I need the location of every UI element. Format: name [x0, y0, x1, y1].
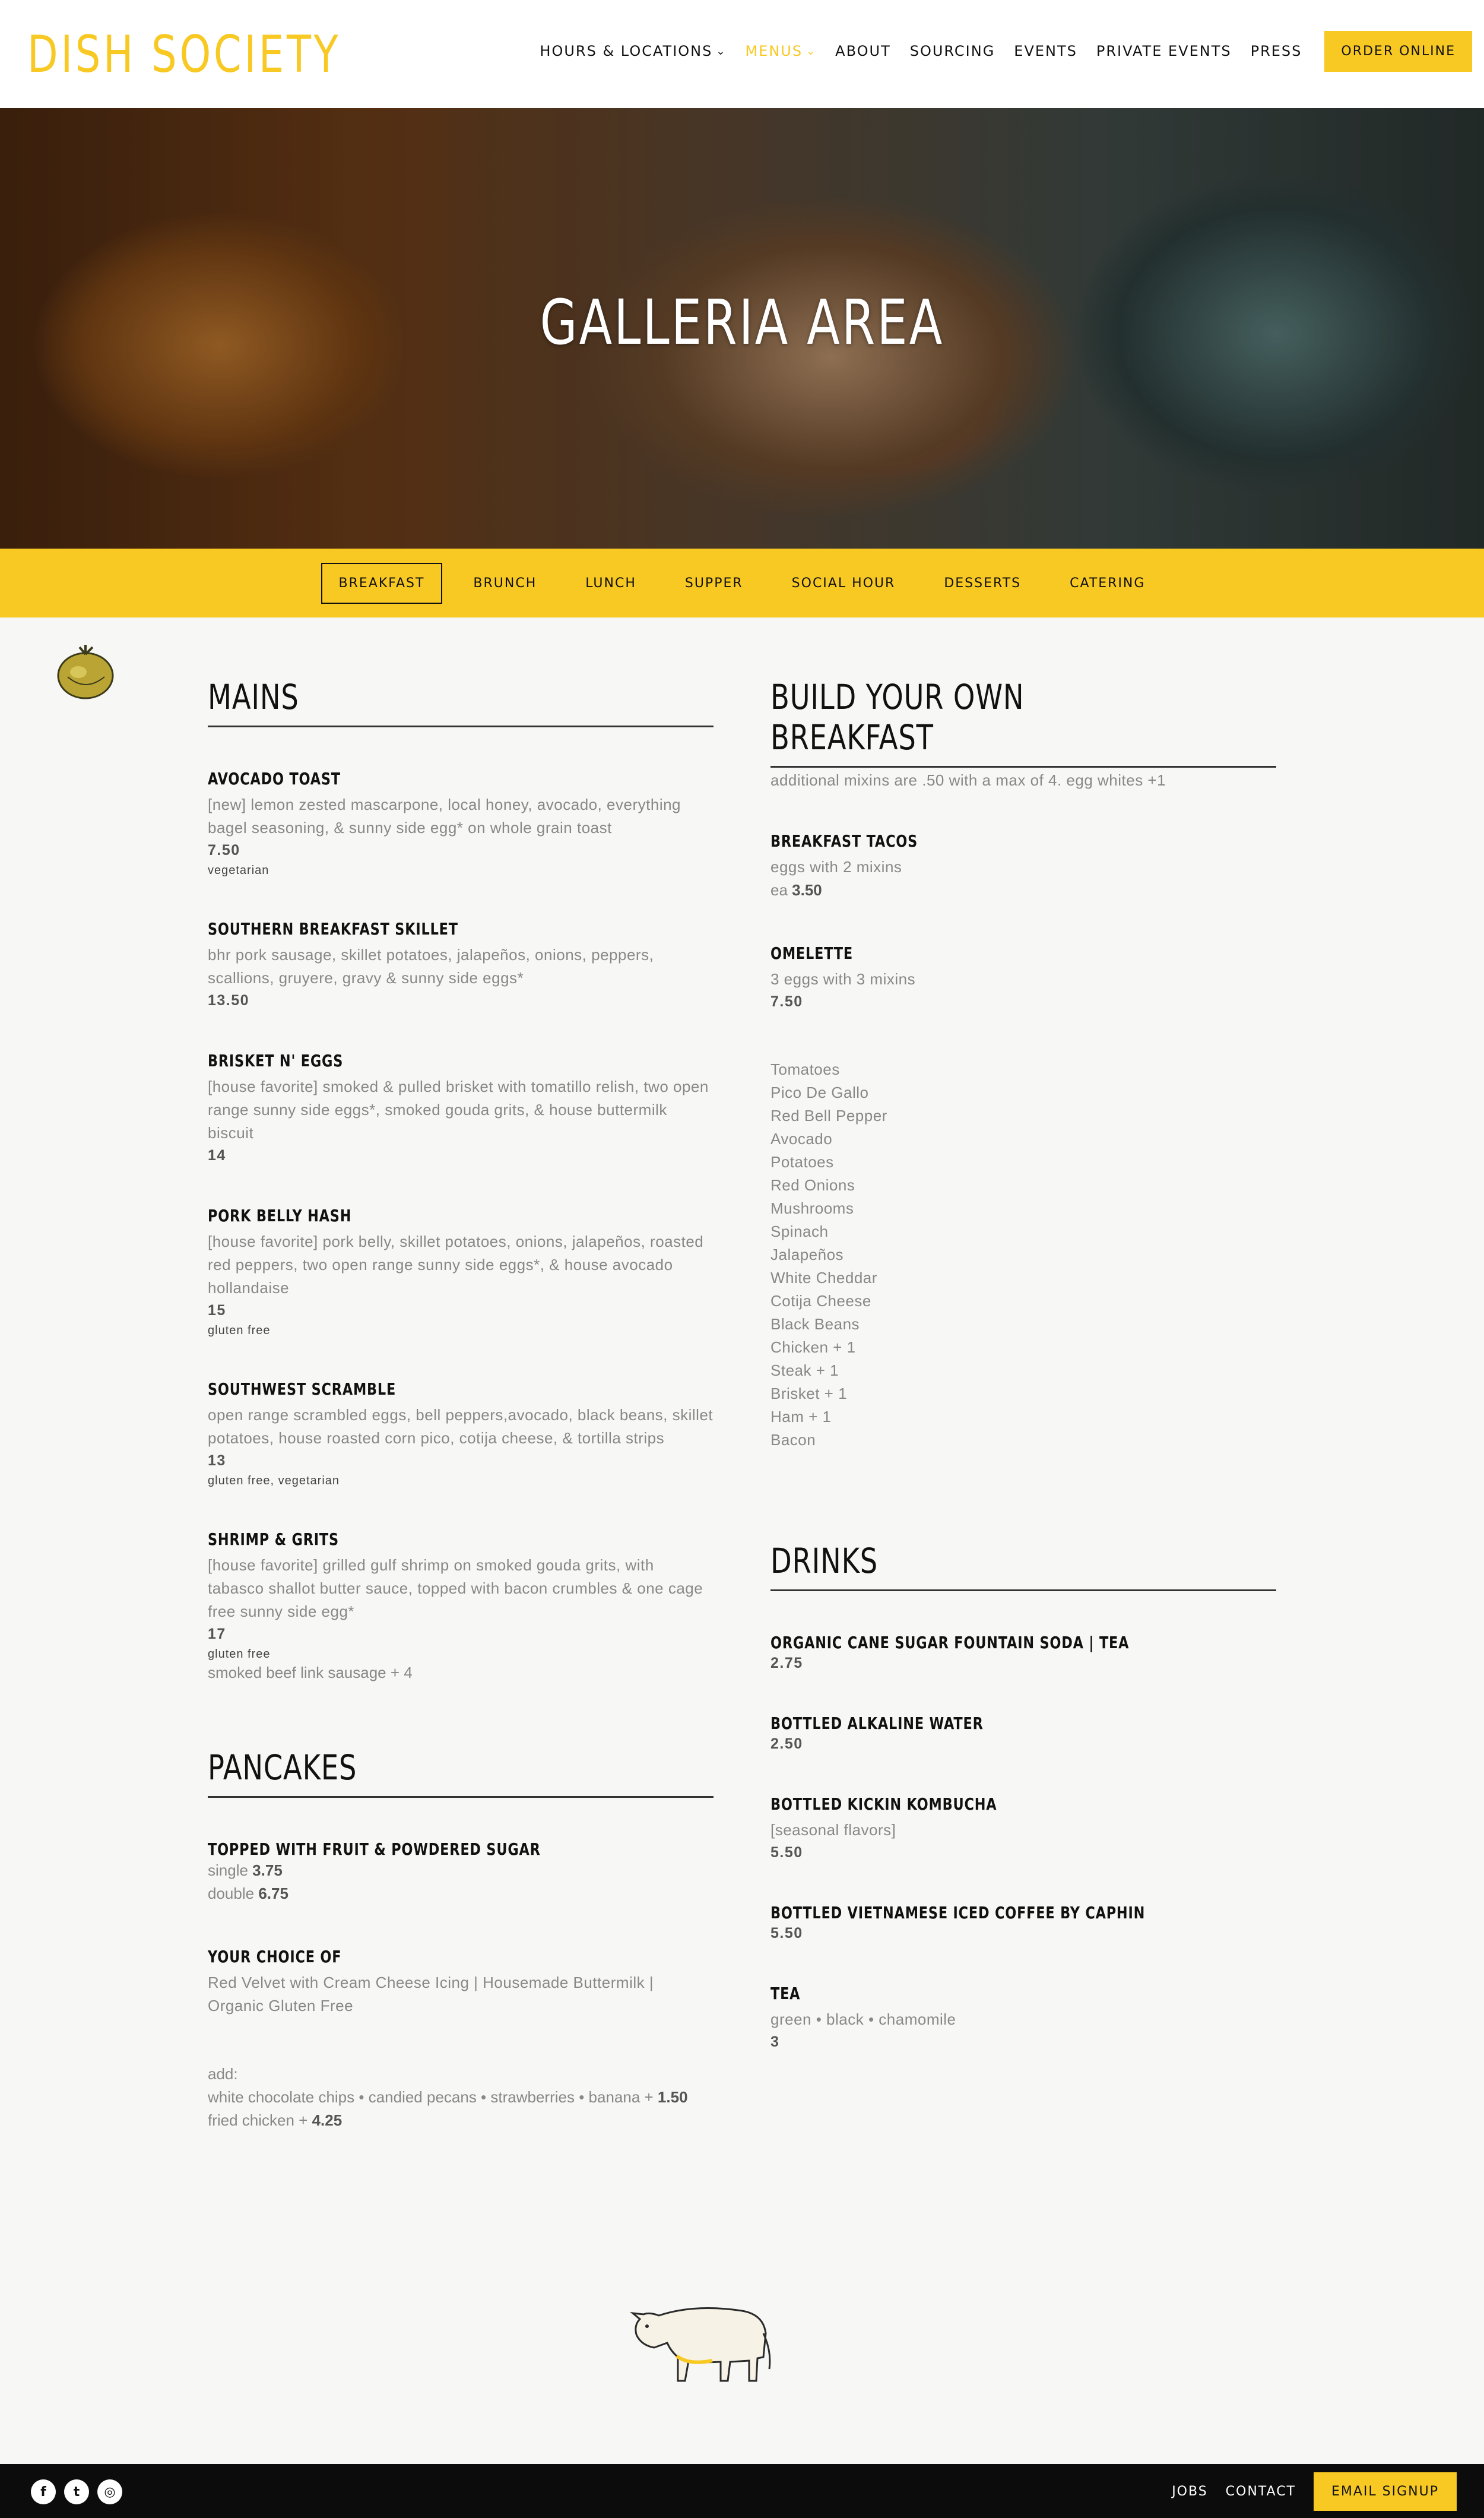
item-name: BRISKET N' EGGS	[208, 1051, 344, 1070]
mixin-item: Cotija Cheese	[770, 1292, 871, 1310]
footer-link-jobs[interactable]: JOBS	[1172, 2484, 1208, 2499]
right-column	[770, 677, 1276, 2051]
add-line	[208, 2086, 714, 2109]
item-tag: gluten free, vegetarian	[208, 1474, 340, 1487]
page-title: GALLERIA AREA	[540, 286, 944, 359]
menu-item	[208, 919, 714, 1009]
tab-supper[interactable]: SUPPER	[684, 575, 743, 591]
mixin-item: Red Onions	[770, 1176, 855, 1194]
mixin-item: Red Bell Pepper	[770, 1107, 887, 1125]
section-title-text: MAINS	[208, 677, 299, 717]
instagram-icon[interactable]: ◎	[97, 2479, 122, 2504]
item-name: PORK BELLY HASH	[208, 1206, 352, 1225]
item-name: BOTTLED VIETNAMESE ICED COFFEE BY CAPHIN	[770, 1903, 1146, 1922]
item-name: SHRIMP & GRITS	[208, 1529, 339, 1549]
mixin-list	[770, 1058, 1276, 1452]
menu-item	[208, 1206, 714, 1338]
social-links	[31, 2479, 122, 2504]
add-text: fried chicken +	[208, 2111, 312, 2129]
mixin-item: Spinach	[770, 1222, 829, 1240]
mixin-item: Avocado	[770, 1130, 833, 1148]
item-price: 5.50	[770, 1844, 803, 1861]
main-nav	[521, 31, 1472, 71]
item-desc: bhr pork sausage, skillet potatoes, jalapeños, onions, peppers, scallions, gruyere, gravy & sunny side eggs*	[208, 946, 654, 987]
tab-breakfast[interactable]: BREAKFAST	[321, 563, 443, 604]
section-title-text: DRINKS	[770, 1541, 879, 1581]
menu-item	[770, 1633, 1276, 1672]
menu-tabs	[0, 549, 1484, 617]
section-title-pancakes	[208, 1747, 714, 1798]
chevron-down-icon: ⌄	[806, 45, 817, 58]
add-text: white chocolate chips • candied pecans • strawberries • banana +	[208, 2088, 658, 2106]
item-desc: open range scrambled eggs, bell peppers,avocado, black beans, skillet potatoes, house roasted corn pico, cotija cheese, & tortilla strips	[208, 1406, 714, 1447]
item-desc: eggs with 2 mixins	[770, 858, 902, 876]
item-tag: gluten free	[208, 1324, 271, 1337]
tab-lunch[interactable]: LUNCH	[585, 575, 636, 591]
menu-item	[770, 1984, 1276, 2051]
nav-label: MENUS	[745, 43, 803, 59]
mixin-item: Brisket + 1	[770, 1385, 848, 1402]
menu-content	[0, 617, 1484, 2464]
footer-links	[1172, 2472, 1457, 2510]
item-name: SOUTHERN BREAKFAST SKILLET	[208, 919, 458, 939]
site-footer	[0, 2464, 1484, 2518]
menu-item	[770, 1794, 1276, 1861]
mixin-item: Jalapeños	[770, 1246, 844, 1263]
tomato-illustration-icon	[55, 641, 116, 701]
price-line	[208, 1882, 714, 1905]
price-line	[208, 1859, 714, 1882]
twitter-icon[interactable]: t	[64, 2479, 89, 2504]
add-price: 4.25	[312, 2111, 343, 2129]
section-title-build	[770, 677, 1276, 768]
add-price: 1.50	[657, 2088, 688, 2106]
menu-item	[770, 831, 1276, 902]
item-desc: [house favorite] pork belly, skillet potatoes, onions, jalapeños, roasted red peppers, two open range sunny side eggs*, & house avocado hollandaise	[208, 1233, 704, 1297]
section-title-drinks	[770, 1541, 1276, 1591]
mixin-item: White Cheddar	[770, 1269, 877, 1287]
item-name: TOPPED WITH FRUIT & POWDERED SUGAR	[208, 1839, 541, 1859]
mixin-item: Potatoes	[770, 1153, 834, 1171]
item-price: 14	[208, 1147, 226, 1164]
item-name: ORGANIC CANE SUGAR FOUNTAIN SODA | TEA	[770, 1633, 1130, 1652]
nav-menus[interactable]	[745, 43, 816, 59]
item-price: 13.50	[208, 992, 250, 1009]
pancakes-section	[208, 1747, 714, 2132]
section-title-text: PANCAKES	[208, 1747, 357, 1788]
item-price: 2.50	[770, 1735, 803, 1752]
mixin-item: Chicken + 1	[770, 1338, 856, 1356]
menu-item	[208, 1947, 714, 2017]
item-price: 15	[208, 1302, 226, 1319]
item-tag: vegetarian	[208, 864, 269, 877]
item-name: SOUTHWEST SCRAMBLE	[208, 1379, 397, 1399]
nav-press[interactable]: PRESS	[1250, 43, 1302, 59]
nav-label: HOURS & LOCATIONS	[540, 43, 713, 59]
add-line	[208, 2109, 714, 2132]
add-label: add:	[208, 2065, 238, 2083]
price-prefix: ea	[770, 881, 792, 899]
section-note: additional mixins are .50 with a max of 4. egg whites +1	[770, 771, 1166, 789]
item-name: BREAKFAST TACOS	[770, 831, 918, 851]
cow-illustration-icon	[623, 2286, 778, 2387]
email-signup-button[interactable]: EMAIL SIGNUP	[1314, 2472, 1457, 2511]
menu-item	[208, 1379, 714, 1488]
chevron-down-icon: ⌄	[716, 45, 727, 58]
item-desc: [new] lemon zested mascarpone, local honey, avocado, everything bagel seasoning, & sunny side egg* on whole grain toast	[208, 796, 681, 837]
nav-about[interactable]: ABOUT	[835, 43, 891, 59]
mixin-item: Bacon	[770, 1431, 816, 1449]
nav-hours-locations[interactable]	[540, 43, 726, 59]
item-name: BOTTLED KICKIN KOMBUCHA	[770, 1794, 997, 1814]
item-name: TEA	[770, 1984, 801, 2003]
menu-item	[208, 1529, 714, 1682]
item-desc: [seasonal flavors]	[770, 1821, 896, 1839]
site-header	[0, 0, 1484, 108]
menu-item	[208, 1051, 714, 1164]
footer-link-contact[interactable]: CONTACT	[1225, 2484, 1296, 2499]
item-price: 17	[208, 1626, 226, 1642]
tab-social-hour[interactable]: SOCIAL HOUR	[791, 575, 896, 591]
hero-banner	[0, 108, 1484, 549]
item-price: 3	[770, 2034, 780, 2050]
item-desc: 3 eggs with 3 mixins	[770, 970, 916, 988]
item-desc: [house favorite] grilled gulf shrimp on smoked gouda grits, with tabasco shallot butter sauce, topped with bacon crumbles & one cage free sunny side egg*	[208, 1556, 703, 1620]
item-name: BOTTLED ALKALINE WATER	[770, 1713, 984, 1733]
item-price: 7.50	[770, 993, 803, 1010]
mixin-item: Mushrooms	[770, 1199, 854, 1217]
nav-events[interactable]: EVENTS	[1014, 43, 1077, 59]
tab-desserts[interactable]: DESSERTS	[944, 575, 1022, 591]
mixin-item: Pico De Gallo	[770, 1084, 869, 1101]
mixin-item: Steak + 1	[770, 1361, 839, 1379]
nav-sourcing[interactable]: SOURCING	[909, 43, 995, 59]
menu-item	[208, 1839, 714, 1905]
section-title-mains	[208, 677, 714, 727]
item-price: 3.50	[792, 881, 822, 899]
mixin-item: Tomatoes	[770, 1060, 840, 1078]
add-ons	[208, 2063, 714, 2132]
price-label: single	[208, 1861, 248, 1879]
price-label: double	[208, 1884, 255, 1902]
mixin-item: Ham + 1	[770, 1408, 832, 1426]
order-online-button[interactable]: ORDER ONLINE	[1324, 31, 1472, 72]
item-desc: [house favorite] smoked & pulled brisket with tomatillo relish, two open range sunny side eggs*, smoked gouda grits, & house buttermilk biscuit	[208, 1078, 709, 1142]
menu-item	[770, 1903, 1276, 1942]
item-name: OMELETTE	[770, 943, 853, 963]
site-logo[interactable]: DISH SOCIETY	[27, 25, 341, 84]
item-price: 3.75	[252, 1861, 283, 1879]
facebook-icon[interactable]: f	[31, 2479, 56, 2504]
item-name: YOUR CHOICE OF	[208, 1947, 342, 1966]
tab-catering[interactable]: CATERING	[1070, 575, 1146, 591]
item-price: 7.50	[208, 842, 240, 859]
item-price: 13	[208, 1452, 226, 1469]
left-column	[208, 677, 714, 2132]
item-price: 6.75	[258, 1884, 288, 1902]
item-extra: smoked beef link sausage + 4	[208, 1664, 413, 1681]
menu-item	[770, 943, 1276, 1011]
drinks-section	[770, 1541, 1276, 2051]
section-title-text: BUILD YOUR OWN BREAKFAST	[770, 677, 1025, 758]
item-desc: Red Velvet with Cream Cheese Icing | Housemade Buttermilk | Organic Gluten Free	[208, 1974, 654, 2015]
nav-private-events[interactable]: PRIVATE EVENTS	[1096, 43, 1232, 59]
tab-brunch[interactable]: BRUNCH	[473, 575, 537, 591]
item-name: AVOCADO TOAST	[208, 769, 341, 788]
item-price: 5.50	[770, 1925, 803, 1941]
item-tag: gluten free	[208, 1648, 271, 1661]
item-desc: green • black • chamomile	[770, 2010, 956, 2028]
menu-item	[770, 1713, 1276, 1753]
item-price: 2.75	[770, 1655, 803, 1671]
mixin-item: Black Beans	[770, 1315, 860, 1333]
menu-item	[208, 769, 714, 878]
price-line	[770, 879, 1276, 902]
